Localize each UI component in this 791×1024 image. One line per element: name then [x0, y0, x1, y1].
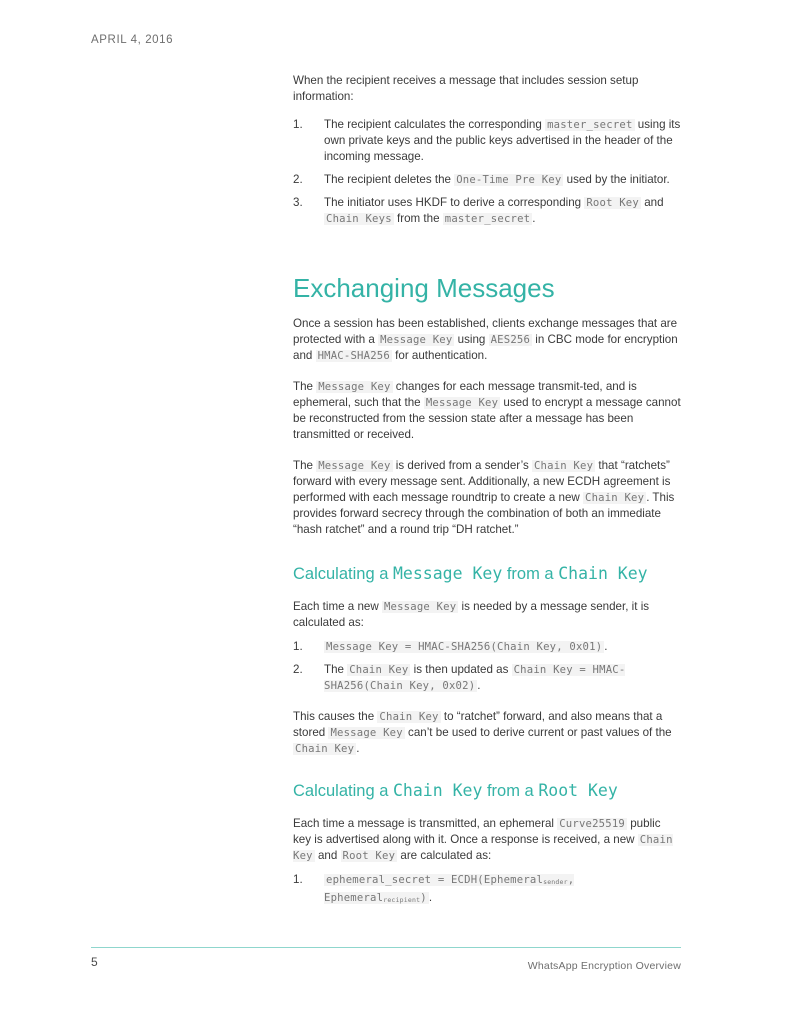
code-term: Message Key [392, 564, 503, 583]
code-term: Curve25519 [559, 818, 625, 830]
page-number: 5 [91, 955, 98, 969]
code-term: master_secret [444, 213, 531, 225]
text: ephemeral_secret = ECDH(Ephemeral [326, 874, 544, 886]
text: , Ephemeral [324, 874, 575, 904]
list-number: 1. [293, 118, 303, 131]
text: used to encrypt a message cannot be reconstructed from the session state after a message has been transmitted or received. [293, 396, 681, 441]
message-key-outro [293, 709, 681, 757]
code-term: Message Key [318, 381, 391, 393]
text: ) [420, 892, 427, 904]
message-key-intro [293, 599, 681, 631]
code-term: Message Key [383, 601, 457, 613]
text: Once a session has been established, clients exchange messages that are protected with a [293, 317, 678, 346]
text: is then updated as [410, 663, 512, 676]
exchanging-paragraph-3 [293, 458, 681, 538]
code-term: Message Key [380, 334, 453, 346]
text: Calculating a [293, 782, 393, 800]
code-term: Message Key = HMAC-SHA256(Chain Key, 0x01) [326, 641, 603, 653]
code-term: Root Key [586, 197, 639, 209]
list-number: 3. [293, 196, 303, 209]
text: is derived from a sender’s [392, 459, 532, 472]
code-term: master_secret [547, 119, 633, 131]
text: . [532, 212, 536, 225]
text: The [293, 459, 317, 472]
code-term: Chain Key [293, 834, 673, 862]
list-item [293, 662, 681, 694]
list-item [293, 195, 681, 227]
content-column [293, 73, 681, 908]
code-term: One-Time Pre Key [456, 174, 562, 186]
code-term: Chain Key [392, 781, 483, 800]
text: . [477, 679, 481, 692]
text: Calculating a [293, 565, 393, 583]
list-number: 1. [293, 640, 303, 653]
document-date: APRIL 4, 2016 [91, 34, 174, 46]
text: The initiator uses HKDF to derive a corresponding [324, 196, 585, 209]
code-term: AES256 [490, 334, 531, 346]
text: from the [393, 212, 443, 225]
setup-steps-list [293, 117, 681, 227]
text: Each time a new [293, 600, 382, 613]
code-term: Chain Key [585, 492, 645, 504]
list-item [293, 639, 681, 655]
subheading-calculating-chain-key [293, 781, 681, 801]
text: in CBC mode for encryption and [293, 333, 678, 362]
code-term: Chain Key [558, 564, 648, 583]
text: The [293, 380, 317, 393]
text: is needed by a message sender, it is calculated as: [293, 600, 650, 629]
list-item [293, 117, 681, 165]
text: from a [482, 782, 539, 800]
subscript: sender [543, 878, 568, 886]
text: . This provides forward secrecy through the combination of both an immediate “hash ratchet” and a round trip “DH ratchet.” [293, 491, 675, 536]
text: using its own private keys and the public keys advertised in the header of the incoming message. [324, 118, 681, 163]
code-term: Chain Key [533, 460, 594, 472]
code-term: Root Key [538, 781, 618, 800]
text: used by the initiator. [563, 173, 670, 186]
text: public key is advertised along with it. Once a response is received, a new [293, 817, 661, 846]
text: The recipient calculates the corresponding [324, 118, 546, 131]
chain-key-steps-list [293, 872, 681, 908]
text: changes for each message transmit-ted, and is ephemeral, such that the [293, 380, 637, 409]
text: are calculated as: [397, 849, 492, 862]
exchanging-paragraph-1 [293, 316, 681, 364]
code-term: Message Key [425, 397, 499, 409]
code-term: Chain Key = HMAC-SHA256(Chain Key, 0x02) [324, 664, 626, 692]
code-term: Message Key [330, 727, 403, 739]
code-term: Root Key [342, 850, 396, 862]
code-term: Chain Key [349, 664, 409, 676]
chain-key-intro [293, 816, 681, 864]
text: that “ratchets” forward with every message sent. Additionally, a new ECDH agreement is performed with each message roundtrip to create a new [293, 459, 671, 504]
list-number: 1. [293, 873, 303, 886]
section-heading-exchanging-messages: Exchanging Messages [293, 273, 555, 303]
list-item [293, 172, 681, 188]
text: and [314, 849, 341, 862]
message-key-steps-list [293, 639, 681, 694]
code-term: Message Key [318, 460, 391, 472]
exchanging-paragraph-2 [293, 379, 681, 443]
list-number: 2. [293, 663, 303, 676]
list-item [293, 872, 681, 908]
text: for authentication. [391, 349, 488, 362]
intro-paragraph: When the recipient receives a message that includes session setup information: [293, 74, 639, 103]
code-term: Chain Keys [326, 213, 392, 225]
text: using [454, 333, 489, 346]
list-number: 2. [293, 173, 303, 186]
code-term [324, 874, 574, 904]
text: The [324, 663, 348, 676]
footer-title: WhatsApp Encryption Overview [527, 960, 681, 972]
subscript: recipient [383, 896, 421, 904]
code-term: HMAC-SHA256 [317, 350, 390, 362]
subheading-calculating-message-key [293, 564, 681, 584]
text: . [604, 640, 608, 653]
text: and [640, 196, 664, 209]
footer-divider [91, 947, 681, 948]
text: from a [502, 565, 559, 583]
text: This causes the [293, 710, 378, 723]
code-term: Chain Key [295, 743, 355, 755]
text: can’t be used to derive current or past values of the [404, 726, 672, 739]
code-term: Chain Key [379, 711, 439, 723]
text: to “ratchet” forward, and also means that a stored [293, 710, 663, 739]
text: . [428, 891, 433, 904]
text: The recipient deletes the [324, 173, 455, 186]
text: . [356, 742, 360, 755]
text: Each time a message is transmitted, an ephemeral [293, 817, 558, 830]
